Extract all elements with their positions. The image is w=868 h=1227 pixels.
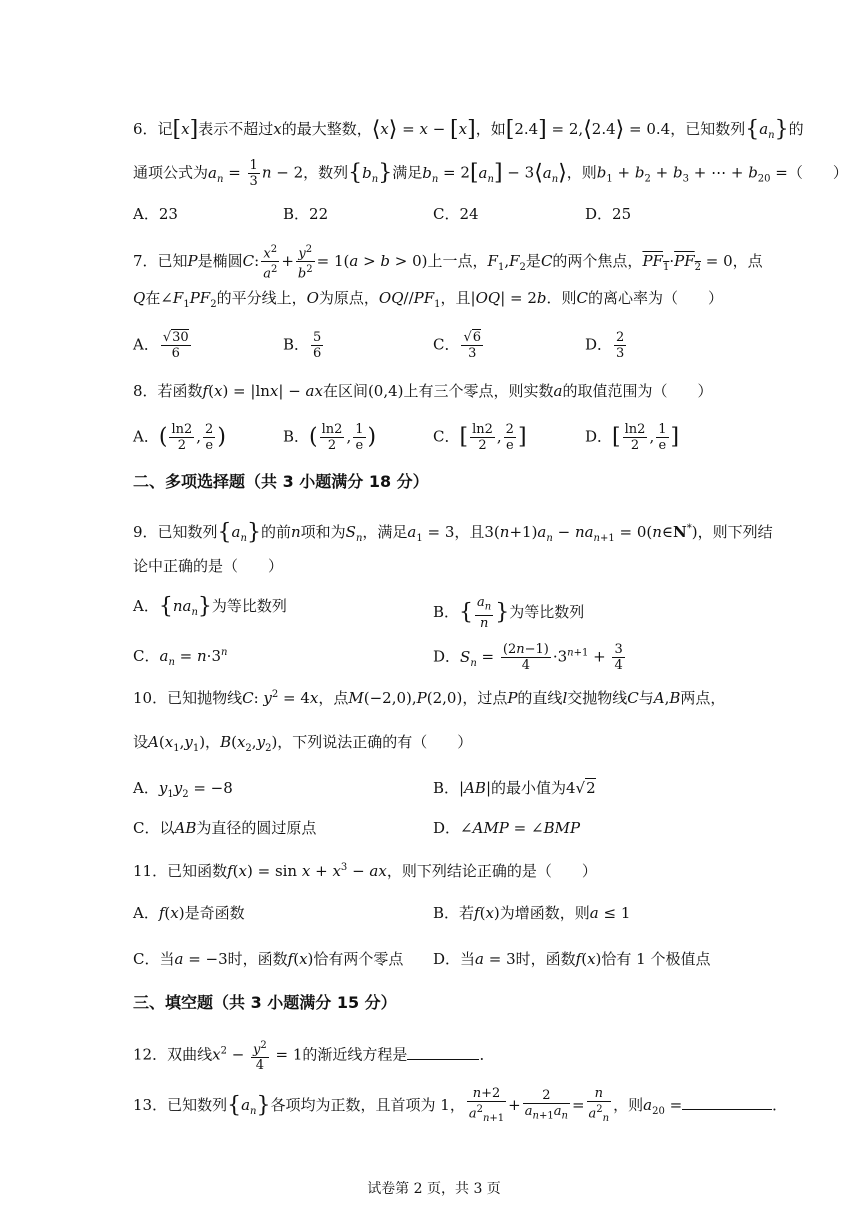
q8-option-d: D．[ $\frac{\ln 2}{2}$ , $\frac{1}{e}$ ] [585, 422, 680, 453]
q11-option-d: D．当a = 3时，函数f(x)恰有 1 个极值点 [433, 950, 711, 968]
section-2-title: 二、多项选择题（共 3 小题满分 18 分） [133, 472, 429, 491]
q6-option-a: A．23 [133, 205, 178, 223]
q11-option-a: A．f(x)是奇函数 [133, 904, 245, 922]
q7-line1: 7．已知P是椭圆C: $\frac{x^2}{a^2}$ + $\frac{y^2}{b^2}$ = 1(a > b > 0)上一点，$F_1,F_2$是C的两个焦点，$PF_1\cdot PF_2 = 0$，点 [133, 244, 763, 282]
q9-line2: 论中正确的是（ ） [133, 557, 284, 575]
q11-option-c: C．当a = −3时，函数f(x)恰有两个零点 [133, 950, 404, 968]
q7-option-a: A． $\frac{√30}{6}$ [133, 330, 189, 361]
q10-line1: 10．已知抛物线C: $y^2 = 4x$，点M(−2,0),P(2,0)，过点P的直线l交抛物线C与A,B两点， [133, 689, 726, 707]
q6-option-b: B．22 [283, 205, 329, 223]
q6-option-d: D．25 [585, 205, 632, 223]
q9-option-c: C．$a_n = n\cdot 3^n$ [133, 647, 228, 668]
q8-option-c: C．[ $\frac{\ln 2}{2}$ , $\frac{2}{e}$ ] [433, 422, 527, 453]
q12-line1: 12．双曲线$x^2$ − $\frac{y^2}{4}$ = 1的渐近线方程是 ． [133, 1040, 495, 1074]
q10-option-c: C．以AB为直径的圆过原点 [133, 819, 317, 837]
q9-option-a: A．$\{na_n\}$为等比数列 [133, 594, 287, 619]
q9-option-b: B．{ $\frac{a_n}{n}$ }为等比数列 [433, 595, 585, 631]
page-footer: 试卷第 2 页，共 3 页 [367, 1181, 501, 1197]
q8-option-a: A．( $\frac{\ln 2}{2}$ , $\frac{2}{e}$ ) [133, 422, 226, 453]
q13-line1: 13．已知数列$\{a_n\}$各项均为正数，且首项为 1， $\frac{n+2}{a^2_{n+1}}$ + $\frac{2}{a_{n+1}a_n}$ = $\frac{n}{a^2_n}$ ，则$a_{20}$ = ． [133, 1086, 788, 1124]
q11-line1: 11．已知函数$f(x) = \sin x + x^3$ − ax，则下列结论正确的是（ ） [133, 862, 597, 880]
q8-line1: 8．若函数f(x) = |lnx| − ax在区间(0,4)上有三个零点，则实数a的取值范围为（ ） [133, 382, 713, 400]
section-3-title: 三、填空题（共 3 小题满分 15 分） [133, 993, 397, 1012]
q9-line1: 9．已知数列$\{a_n\}$的前n项和为$S_n$，满足$a_1 = 3$，且$3(n+1)a_n - na_{n+1}$ = 0(n∈N*)，则下列结 [133, 520, 773, 545]
q7-option-c: C． $\frac{√6}{3}$ [433, 330, 482, 361]
q7-line2: Q在$\angle F_1PF_2$的平分线上，O为原点，$OQ//PF_1$，且|OQ| = 2b．则C的离心率为（ ） [133, 289, 724, 310]
q10-option-d: D．∠AMP = ∠BMP [433, 819, 581, 837]
q6-option-c: C．24 [433, 205, 479, 223]
q8-option-b: B．( $\frac{\ln 2}{2}$ , $\frac{1}{e}$ ) [283, 422, 377, 453]
q7-option-b: B． $\frac{5}{6}$ [283, 330, 322, 361]
q6-line2: 通项公式为$a_n$ = $\frac{1}{3}$ n − 2，数列$\{b_n\}$满足$b_n = 2[a_n]$ − $3⟨a_n⟩$，则$b_1 + b_2 + b_3$ + ⋯ + $b_{20}$ =（ ） [133, 158, 848, 189]
q11-option-b: B．若f(x)为增函数，则a ≤ 1 [433, 904, 631, 922]
q10-option-b: B．|AB|的最小值为4√2 [433, 779, 596, 797]
q7-option-d: D． $\frac{2}{3}$ [585, 330, 625, 361]
q9-option-d: D．$S_n$ = $\frac{(2n-1)}{4}$ $\cdot 3^{n+1}$ + $\frac{3}{4}$ [433, 642, 623, 673]
q6-line1: 6．记[x]表示不超过x的最大整数，⟨x⟩ = x − [x]，如[2.4] = 2,⟨2.4⟩ = 0.4，已知数列$\{a_n\}$的 [133, 117, 804, 142]
q10-option-a: A．$y_1y_2 = -8$ [133, 779, 233, 800]
q10-line2: 设$A(x_1,y_1)$，$B(x_2,y_2)$，下列说法正确的有（ ） [133, 733, 473, 754]
